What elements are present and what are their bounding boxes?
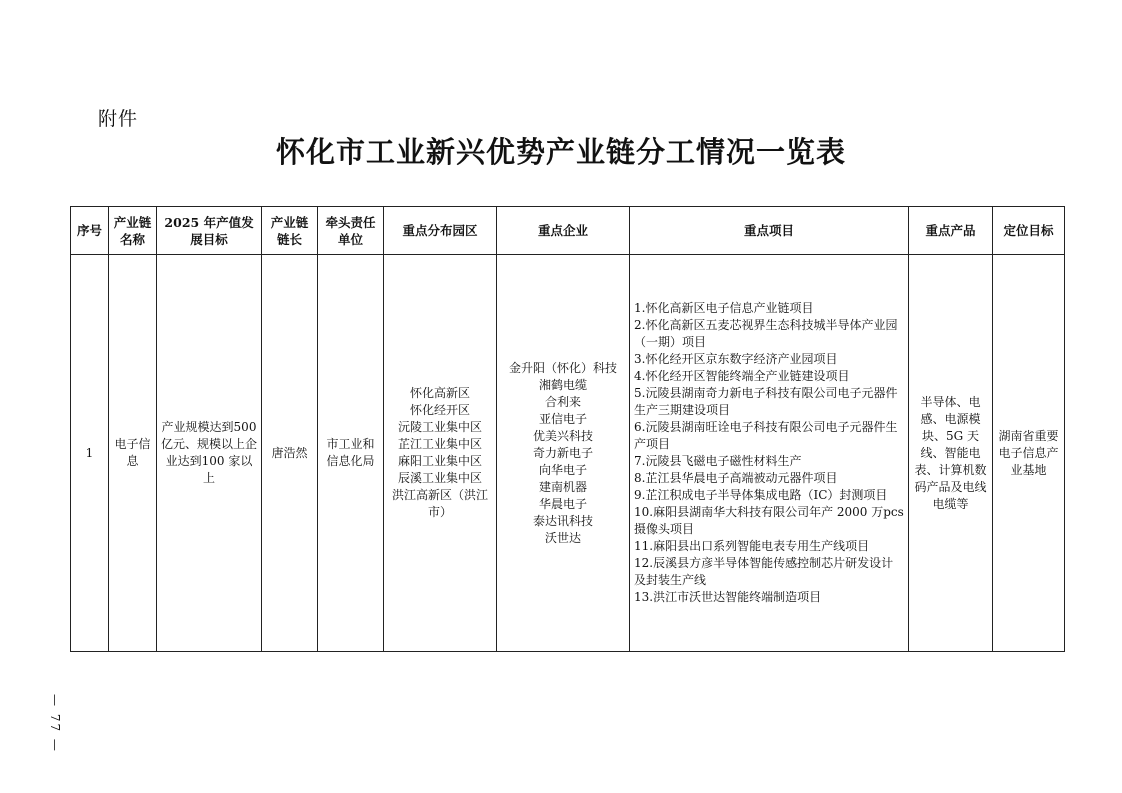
cell-products: 半导体、电感、电源模块、5G 天线、智能电表、计算机数码产品及电线电缆等 [909,255,993,652]
attachment-label: 附件 [98,108,139,130]
header-lead-unit: 牵头责任单位 [318,207,384,255]
enterprise-item: 合利来 [544,394,581,409]
park-item: 麻阳工业集中区 [397,454,482,468]
cell-index: 1 [71,255,109,652]
header-chain-name: 产业链名称 [109,207,157,255]
header-target-2025: 2025 年产值发展目标 [157,207,262,255]
cell-enterprises [497,255,630,652]
enterprise-item: 华晨电子 [538,496,587,511]
project-item: 8.芷江县华晨电子高端被动元器件项目 [634,471,838,485]
enterprises-list [501,360,625,547]
project-item: 13.洪江市沃世达智能终端制造项目 [634,590,822,604]
project-item: 2.怀化高新区五麦芯视界生态科技城半导体产业园（一期）项目 [634,318,898,349]
enterprise-item: 沃世达 [544,530,581,545]
enterprise-item: 奇力新电子 [532,445,593,460]
cell-chain-leader: 唐浩然 [262,255,318,652]
parks-list [388,385,492,521]
project-item: 12.辰溪县方彦半导体智能传感控制芯片研发设计及封装生产线 [634,556,894,587]
project-item: 7.沅陵县飞磁电子磁性材料生产 [634,454,802,468]
header-positioning: 定位目标 [993,207,1065,255]
park-item: 辰溪工业集中区 [397,471,482,485]
page-number-text: — 77 — [48,694,62,753]
cell-positioning: 湖南省重要电子信息产业基地 [993,255,1065,652]
enterprise-item: 优美兴科技 [532,428,593,443]
header-index: 序号 [71,207,109,255]
cell-parks [384,255,497,652]
enterprise-item: 亚信电子 [538,411,587,426]
header-chain-leader: 产业链链长 [262,207,318,255]
enterprise-item: 金升阳（怀化）科技 [508,360,617,375]
header-parks: 重点分布园区 [384,207,497,255]
enterprise-item: 建南机器 [538,479,587,494]
park-item: 怀化经开区 [409,403,470,417]
park-item: 洪江高新区（洪江市） [391,488,488,519]
enterprise-item: 向华电子 [538,462,587,477]
header-enterprises: 重点企业 [497,207,630,255]
enterprise-item: 泰达讯科技 [532,513,593,528]
projects-list [634,300,904,606]
project-item: 11.麻阳县出口系列智能电表专用生产线项目 [634,539,870,553]
page-number [48,672,82,753]
project-item: 6.沅陵县湖南旺诠电子科技有限公司电子元器件生产项目 [634,420,898,451]
park-item: 怀化高新区 [409,386,470,400]
project-item: 4.怀化经开区智能终端全产业链建设项目 [634,369,850,383]
cell-projects [630,255,909,652]
project-item: 10.麻阳县湖南华大科技有限公司年产 2000 万pcs 摄像头项目 [634,505,904,536]
project-item: 9.芷江积成电子半导体集成电路（IC）封测项目 [634,488,888,502]
table-header-row [71,207,1065,255]
table-row [71,255,1065,652]
project-item: 5.沅陵县湖南奇力新电子科技有限公司电子元器件生产三期建设项目 [634,386,898,417]
header-projects: 重点项目 [630,207,909,255]
project-item: 3.怀化经开区京东数字经济产业园项目 [634,352,838,366]
park-item: 芷江工业集中区 [397,437,482,451]
enterprise-item: 湘鹤电缆 [538,377,587,392]
document-title: 怀化市工业新兴优势产业链分工情况一览表 [275,135,846,169]
industry-chain-table [70,206,1065,652]
park-item: 沅陵工业集中区 [397,420,482,434]
project-item: 1.怀化高新区电子信息产业链项目 [634,301,814,315]
header-products: 重点产品 [909,207,993,255]
cell-chain-name: 电子信息 [109,255,157,652]
cell-target-2025: 产业规模达到500 亿元、规模以上企业达到100 家以上 [157,255,262,652]
cell-lead-unit: 市工业和信息化局 [318,255,384,652]
